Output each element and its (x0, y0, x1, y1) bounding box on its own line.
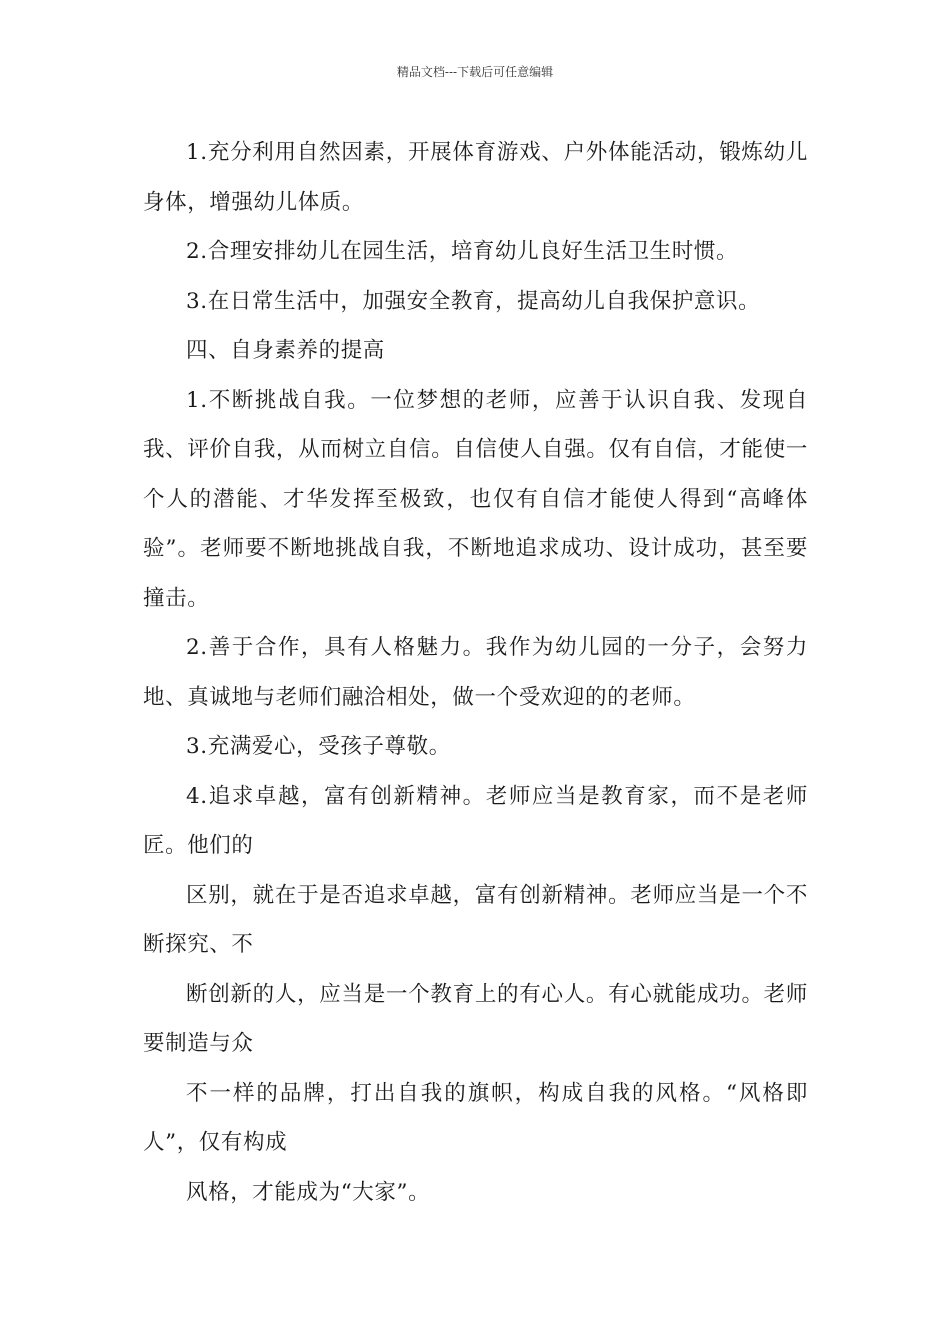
page-header: 精品文档---下载后可任意编辑 (396, 65, 554, 79)
paragraph-7: 3.充满爱心，受孩子尊敬。 (186, 734, 451, 759)
paragraph-6: 2.善于合作，具有人格魅力。我作为幼儿园的一分子，会努力地、真诚地与老师们融洽相处，做一个受欢迎的的老师。 (143, 635, 808, 710)
paragraph-5: 1.不断挑战自我。一位梦想的老师，应善于认识自我、发现自我、评价自我，从而树立自信。自信使人自强。仅有自信，才能使一个人的潜能、才华发挥至极致，也仅有自信才能使人得到“高峰体验”。老师要不断地挑战自我，不断地追求成功、设计成功，甚至要撞击。 (143, 387, 808, 611)
paragraph-11: 不一样的品牌，打出自我的旗帜，构成自我的风格。“风格即人”，仅有构成 (143, 1080, 808, 1155)
paragraph-10: 断创新的人，应当是一个教育上的有心人。有心就能成功。老师要制造与众 (143, 981, 808, 1056)
document-body (143, 128, 808, 1217)
paragraph-8: 4.追求卓越，富有创新精神。老师应当是教育家，而不是老师匠。他们的 (143, 783, 808, 858)
paragraph-12: 风格，才能成为“大家”。 (186, 1179, 431, 1205)
section-heading: 四、自身素养的提高 (186, 338, 385, 363)
paragraph-3: 3.在日常生活中，加强安全教育，提高幼儿自我保护意识。 (186, 288, 761, 314)
paragraph-2: 2.合理安排幼儿在园生活，培育幼儿良好生活卫生时惯。 (186, 239, 739, 264)
paragraph-1: 1.充分利用自然因素，开展体育游戏、户外体能活动，锻炼幼儿身体，增强幼儿体质。 (143, 140, 808, 215)
paragraph-9: 区别，就在于是否追求卓越，富有创新精神。老师应当是一个不断探究、不 (143, 882, 808, 957)
